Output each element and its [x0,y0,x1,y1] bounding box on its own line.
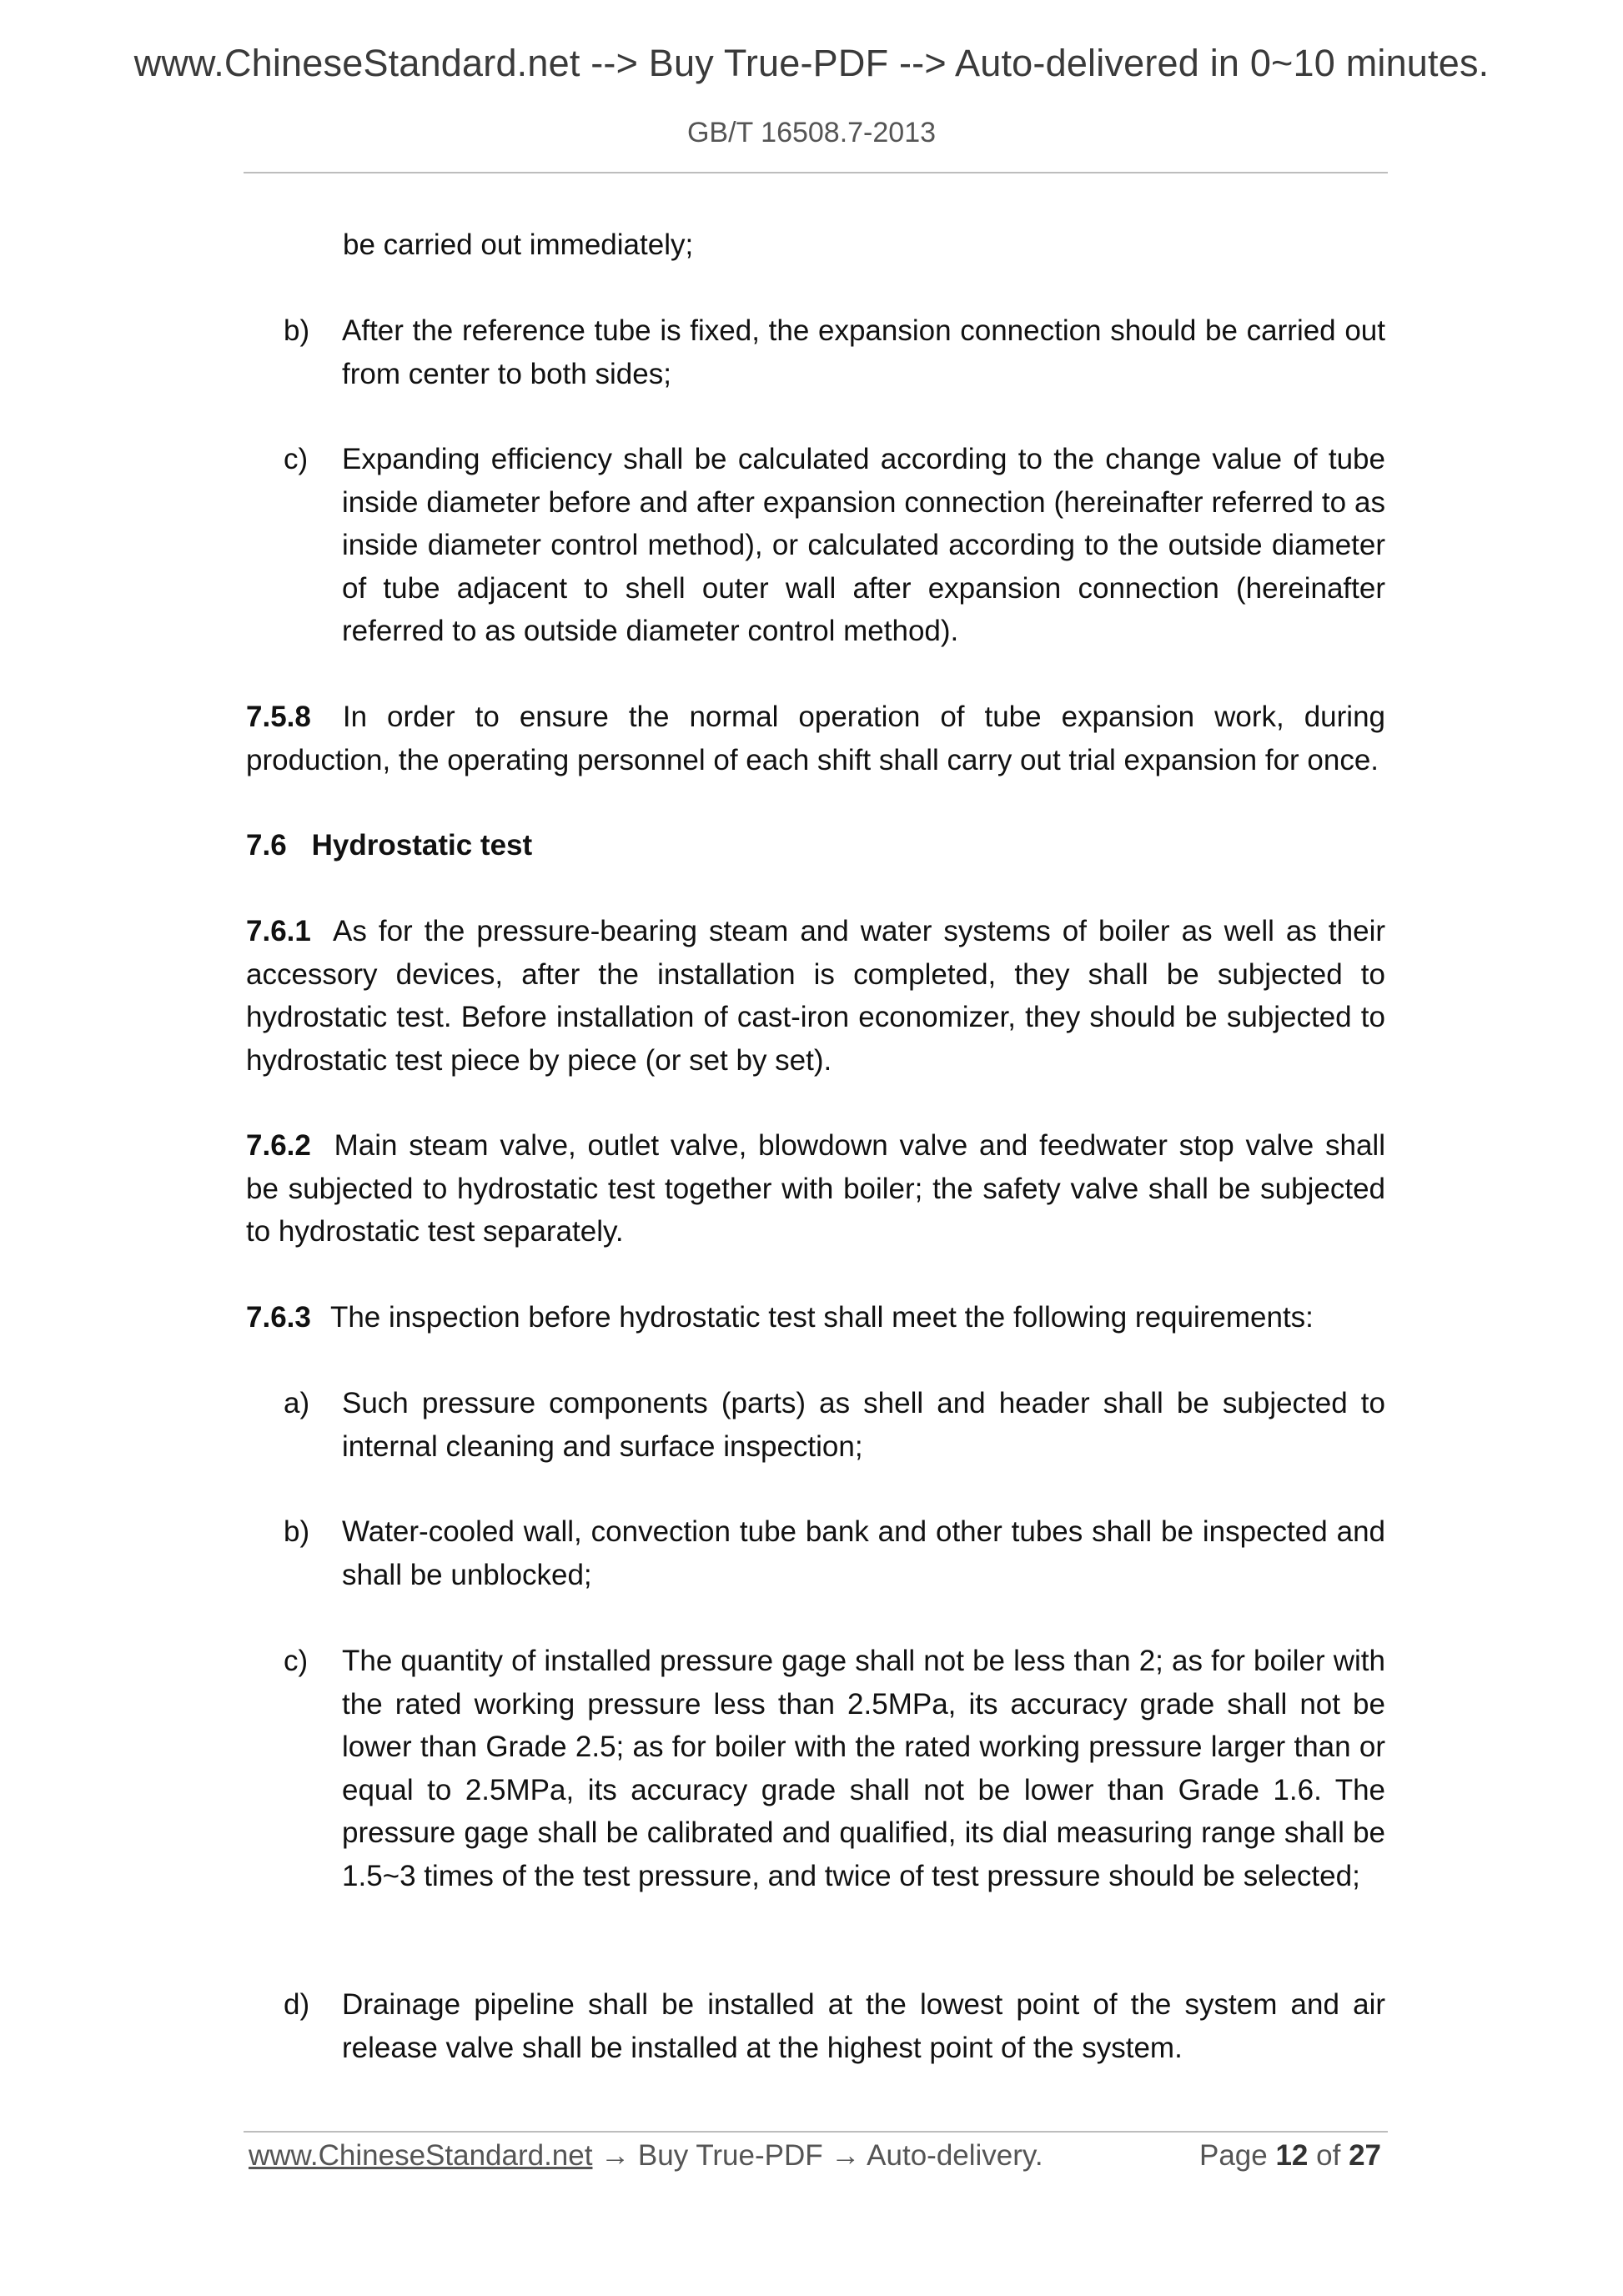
list-item [246,309,1385,395]
list-label: d) [284,1988,310,2021]
list-item [246,438,1385,653]
clause-7-6-1 [246,910,1385,1082]
page-footer [249,2135,1388,2177]
footer-tagline: → Buy True-PDF → Auto-delivery. [592,2139,1043,2172]
clause-7-6-3 [246,1296,1385,1339]
list-text: The quantity of installed pressure gage shall not be less than 2; as for boiler with the rated working pressure less than 2.5MPa, its accuracy grade shall not be lower than Grade 2.5; as for boiler with the rated working pressure larger than or equal to 2.5MPa, its accuracy grade shall not be lower than Grade 1.6. The pressure gage shall be calibrated and qualified, its dial measuring range shall be 1.5~3 times of the test pressure, and twice of test pressure should be selected; [342,1645,1385,1892]
list-item [246,1382,1385,1468]
section-title: Hydrostatic test [311,829,533,862]
list-label: c) [284,1645,309,1677]
clause-number: 7.5.8 [246,701,311,733]
of-word: of [1316,2139,1341,2172]
header-divider [244,172,1388,173]
section-heading-7-6 [246,824,532,867]
list-item [246,1510,1385,1596]
list-text: Such pressure components (parts) as shell and header shall be subjected to internal cleaning and surface inspection; [342,1387,1385,1463]
list-text: Drainage pipeline shall be installed at the lowest point of the system and air release valve shall be installed at the highest point of the system. [342,1988,1385,2064]
clause-number: 7.6.2 [246,1129,311,1162]
list-item [246,1640,1385,1897]
list-text: Expanding efficiency shall be calculated according to the change value of tube inside diameter before and after expansion connection (hereinafter referred to as inside diameter control method), or calculated according to the outside diameter of tube adjacent to shell outer wall after expansion connection (hereinafter referred to as outside diameter control method). [342,443,1385,647]
page-total: 27 [1349,2139,1381,2172]
clause-7-5-8 [246,696,1385,781]
clause-text: In order to ensure the normal operation of tube expansion work, during production, the operating personnel of each shift shall carry out trial expansion for once. [246,701,1385,776]
list-item [246,1983,1385,2069]
clause-text: The inspection before hydrostatic test shall meet the following requirements: [329,1301,1314,1334]
top-banner: www.ChineseStandard.net --> Buy True-PDF --> Auto-delivered in 0~10 minutes. [133,42,1490,84]
footer-divider [244,2131,1388,2133]
list-label: b) [284,314,310,347]
list-label: a) [284,1387,310,1419]
list-label: b) [284,1515,310,1548]
clause-text: As for the pressure-bearing steam and water systems of boiler as well as their accessory devices, after the installation is completed, they shall be subjected to hydrostatic test. Before installation of cast-iron economizer, they should be subjected to hydrostatic test piece by piece (or set by set). [246,915,1385,1077]
clause-number: 7.6.1 [246,915,311,947]
continued-text: be carried out immediately; [343,229,694,261]
list-text: Water-cooled wall, convection tube bank and other tubes shall be inspected and shall be unblocked; [342,1515,1385,1591]
standard-number: GB/T 16508.7-2013 [686,117,937,148]
list-text: After the reference tube is fixed, the expansion connection should be carried out from center to both sides; [342,314,1385,390]
list-label: c) [284,443,309,475]
site-link[interactable]: www.ChineseStandard.net [249,2139,593,2172]
clause-7-6-2 [246,1124,1385,1254]
page-indicator [1199,2135,1381,2177]
clause-text: Main steam valve, outlet valve, blowdown valve and feedwater stop valve shall be subjected to hydrostatic test together with boiler; the safety valve shall be subjected to hydrostatic test separately. [246,1129,1385,1248]
page-current: 12 [1275,2139,1309,2172]
page-word: Page [1198,2139,1268,2172]
clause-number: 7.6.3 [246,1301,311,1334]
section-number: 7.6 [246,829,287,862]
